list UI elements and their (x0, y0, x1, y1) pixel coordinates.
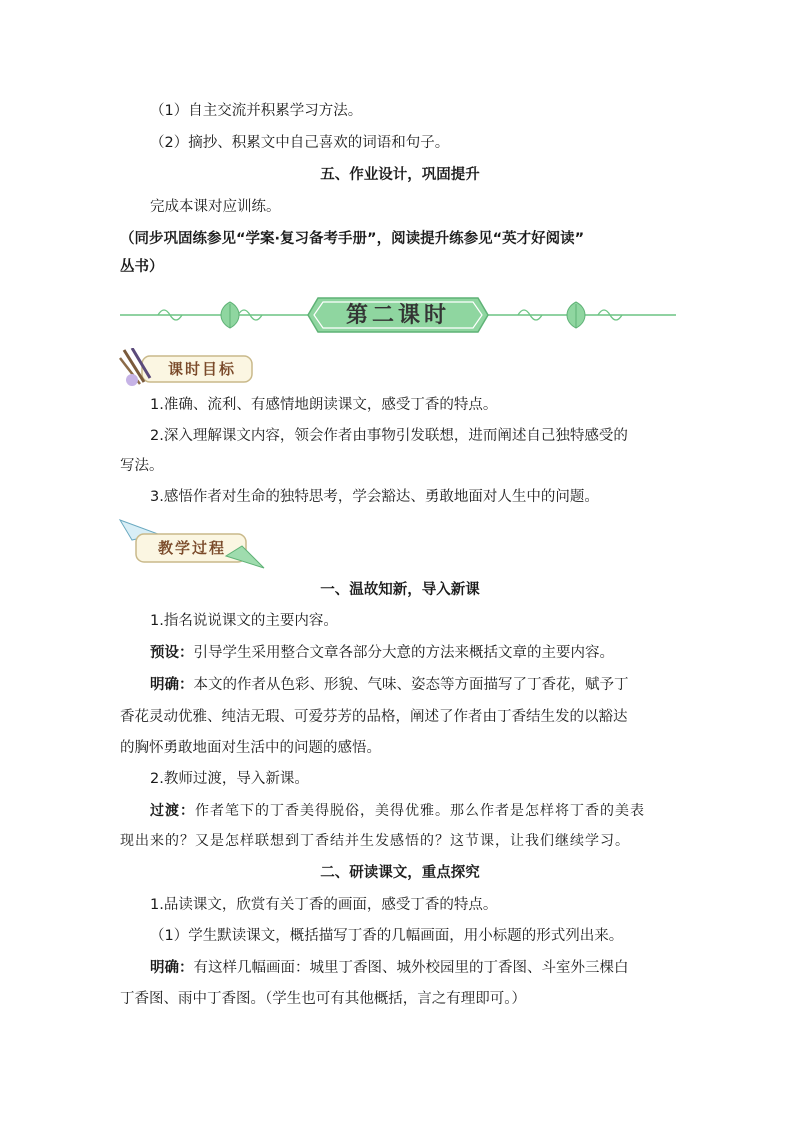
goal-2-line2: 写法。 (120, 458, 164, 474)
goal-2-line1: 2.深入理解课文内容，领会作者由事物引发联想，进而阐述自己独特感受的 (150, 428, 628, 444)
process-badge (118, 516, 268, 572)
lesson-banner (118, 288, 678, 338)
preset-text: 引导学生采用整合文章各部分大意的方法来概括文章的主要内容。 (193, 645, 614, 661)
section-5-heading: 五、作业设计，巩固提升 (320, 167, 480, 183)
process-heading-2: 二、研读课文，重点探究 (320, 865, 480, 881)
clear-line-1 (150, 674, 710, 696)
transition-line-2: 现出来的？又是怎样联想到丁香结并生发感悟的？这节课，让我们继续学习。 (120, 833, 630, 849)
clear-line-2: 香花灵动优雅、纯洁无瑕、可爱芬芳的品格，阐述了作者由丁香结生发的以豁达 (120, 709, 628, 725)
banner-title: 第二课时 (345, 302, 450, 328)
clear-text-1: 本文的作者从色彩、形貌、气味、姿态等方面描写了丁香花，赋予丁 (193, 677, 629, 693)
goal-3: 3.感悟作者对生命的独特思考，学会豁达、勇敢地面对人生中的问题。 (150, 489, 599, 505)
process-point-1: 1.指名说说课文的主要内容。 (150, 613, 338, 629)
goals-badge-label: 课时目标 (167, 360, 236, 378)
clear-label: 明确： (150, 677, 194, 693)
goals-badge (118, 348, 258, 388)
leaf-icon (221, 302, 239, 328)
section-5-note-line2: 丛书） (120, 259, 164, 275)
process-heading-1: 一、温故知新，导入新课 (320, 582, 480, 598)
question-1a: （1）学生默读课文，概括描写丁香的几幅画面，用小标题的形式列出来。 (150, 928, 624, 944)
process-point-2: 2.教师过渡，导入新课。 (150, 771, 309, 787)
clear2-text-1: 有这样几幅画面：城里丁香图、城外校园里的丁香图、斗室外三棵白 (193, 960, 629, 976)
preset-label: 预设： (150, 645, 194, 661)
question-1: 1.品读课文，欣赏有关丁香的画面，感受丁香的特点。 (150, 897, 498, 913)
goal-1: 1.准确、流利、有感情地朗读课文，感受丁香的特点。 (150, 397, 498, 413)
preset-line (150, 642, 710, 664)
clear-line-3: 的胸怀勇敢地面对生活中的问题的感悟。 (120, 740, 381, 756)
intro-item-1: （1）自主交流并积累学习方法。 (150, 103, 363, 119)
clear2-label: 明确： (150, 960, 194, 976)
transition-label: 过渡： (150, 803, 195, 819)
transition-line-1 (150, 800, 710, 822)
section-5-text: 完成本课对应训练。 (150, 199, 281, 215)
process-badge-label: 教学过程 (157, 539, 226, 557)
intro-item-2: （2）摘抄、积累文中自己喜欢的词语和句子。 (150, 135, 450, 151)
leaf-icon (567, 302, 585, 328)
clear2-line-1 (150, 957, 710, 979)
clear2-line-2: 丁香图、雨中丁香图。（学生也可有其他概括，言之有理即可。） (120, 991, 526, 1007)
transition-text-1: 作者笔下的丁香美得脱俗，美得优雅。那么作者是怎样将丁香的美表 (195, 803, 645, 819)
section-5-note-line1: （同步巩固练参见“学案·复习备考手册”，阅读提升练参见“英才好阅读” (120, 231, 585, 247)
